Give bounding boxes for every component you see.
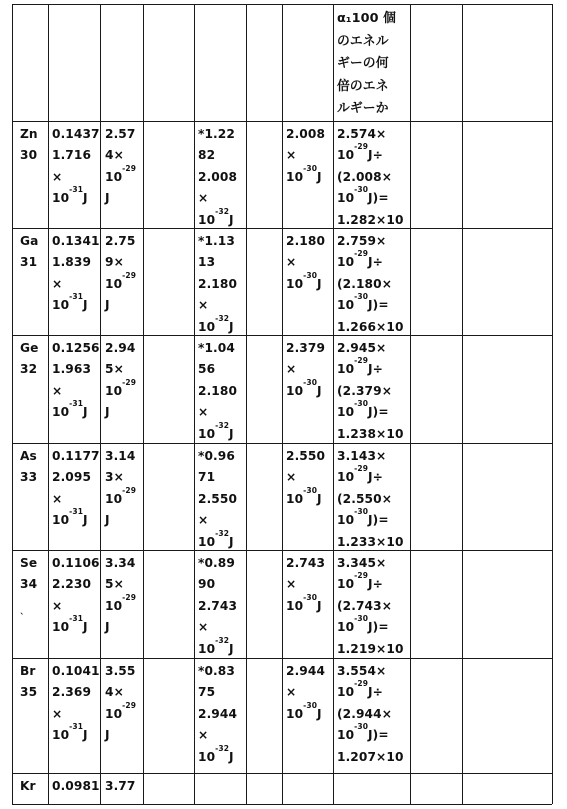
cell-line-c2: $10^{-31}J$ [52,614,88,635]
cell-line-c7: 1.282×10 [337,212,404,227]
row-rule-3 [12,335,552,336]
cell-line-c7: $10^{-29}J\div$ [337,679,383,700]
cell-line-c5: × [198,728,209,743]
cell-line-c2: $10^{-31}J$ [52,292,88,313]
cell-line-c3: 2.94 [105,341,136,355]
cell-line-c7: 2.574× [337,127,387,141]
column-rule-9 [462,4,463,804]
column-rule-1 [48,4,49,804]
cell-line-c7: $10^{-29}J\div$ [337,142,383,163]
cell-line-c6: × [286,685,297,700]
cell-line-c3: 3.34 [105,556,136,570]
stray-mark: ` [20,613,25,623]
row-rule-8 [12,804,552,805]
cell-line-c5: $10^{-32}J$ [198,206,234,227]
cell-line-c5: 90 [198,577,216,592]
cell-line-c2: 0.1041 [52,664,100,678]
cell-line-c5: 2.008 [198,169,238,184]
cell-line-c3: 3.55 [105,664,136,678]
cell-line-c5: $10^{-32}J$ [198,635,234,656]
header-line: ルギーか [337,101,389,116]
column-rule-2 [100,4,101,804]
cell-line-c6: $10^{-30}J$ [286,377,322,398]
cell-line-c3: 5× [105,362,124,377]
cell-line-c7: 1.266×10 [337,319,404,334]
cell-line-c3: 3× [105,470,124,485]
cell-line-c3: J [105,513,110,528]
column-rule-6 [282,4,283,804]
cell-line-c2: 1.716 [52,148,92,163]
cell-line-c5: 2.944 [198,706,238,721]
cell-line-c7: 1.233×10 [337,534,404,549]
cell-line-c5: 56 [198,362,216,377]
cell-line-c3: $10^{-29}$ [105,377,137,398]
cell-line-c7: $10^{-30}J)=$ [337,399,389,420]
row-rule-1 [12,121,552,122]
cell-line-c6: 2.550 [286,449,326,463]
cell-line-c5: × [198,513,209,528]
cell-line-c7: 1.238×10 [337,426,404,441]
cell-line-c5: 13 [198,255,216,270]
cell-line-c5: 2.743 [198,598,238,613]
cell-line-c6: × [286,470,297,485]
cell-line-c3: 2.75 [105,234,136,248]
cell-line-c2: 1.963 [52,362,92,377]
cell-line-c3: 3.14 [105,449,136,463]
column-rule-3 [143,4,144,804]
cell-line-c5: $10^{-32}J$ [198,528,234,549]
cell-line-c2: × [52,169,63,184]
cell-line-c3: $10^{-29}$ [105,700,137,721]
cell-line-c5: × [198,405,209,420]
cell-line-c2: 2.369 [52,685,92,700]
cell-line-c7: (2.008× [337,169,393,184]
cell-line-c7: (2.944× [337,706,393,721]
cell-line-c6: × [286,577,297,592]
cell-line-c2: $10^{-31}J$ [52,722,88,743]
cell-line-c2: 0.1437 [52,127,100,141]
cell-line-c7: 3.554× [337,664,387,678]
cell-line-c7: 1.219×10 [337,641,404,656]
cell-line-c7: $10^{-29}J\div$ [337,464,383,485]
element-cell-line: As [20,449,37,463]
cell-line-c5: 2.180 [198,383,238,398]
cell-line-c7: (2.550× [337,491,393,506]
cell-line-c3: J [105,620,110,635]
header-line: ギーの何 [337,56,389,71]
cell-line-c7: 3.345× [337,556,387,570]
cell-line-c6: × [286,255,297,270]
cell-line-c5: × [198,620,209,635]
cell-line-c6: $10^{-30}J$ [286,700,322,721]
cell-line-c5: $10^{-32}J$ [198,743,234,764]
cell-line-c2: × [52,598,63,613]
cell-line-c5: *0.96 [198,449,235,463]
cell-line-c7: 2.759× [337,234,387,248]
cell-line-c6: × [286,148,297,163]
row-rule-2 [12,228,552,229]
cell-line-c7: (2.379× [337,383,393,398]
column-rule-4 [194,4,195,804]
cell-line-c5: *0.83 [198,664,235,678]
cell-line-c2: × [52,706,63,721]
element-cell-line: Br [20,664,36,678]
cell-line-c2: 0.1256 [52,341,100,355]
cell-line-c2: × [52,491,63,506]
cell-line-c7: $10^{-30}J)=$ [337,722,389,743]
cell-line-c5: *1.04 [198,341,235,355]
element-cell-line: 35 [20,685,38,700]
cell-line-c3: J [105,728,110,743]
cell-line-c2: $10^{-31}J$ [52,185,88,206]
element-cell-line: 31 [20,255,38,270]
cell-line-c2: 0.1341 [52,234,100,248]
cell-line-c2: $10^{-31}J$ [52,399,88,420]
cell-line-c7: $10^{-30}J)=$ [337,614,389,635]
cell-line-c2: × [52,383,63,398]
column-rule-10 [552,4,553,804]
element-cell-line: Zn [20,127,38,141]
cell-line-c3: J [105,405,110,420]
cell-line-c3: $10^{-29}$ [105,270,137,291]
cell-line-c2: 0.1106 [52,556,100,570]
header-line: のエネル [337,33,389,49]
cell-line-c6: 2.180 [286,234,326,248]
row-rule-0 [12,4,552,5]
cell-line-c5: $10^{-32}J$ [198,313,234,334]
cell-line-c5: 2.550 [198,491,238,506]
cell-line-c3: $10^{-29}$ [105,592,137,613]
cell-line-c7: 3.143× [337,449,387,463]
cell-line-c7: 2.945× [337,341,387,355]
cell-line-c5: 75 [198,685,216,700]
cell-line-c5: *0.89 [198,556,235,570]
element-cell-line: 33 [20,470,38,485]
cell-line-c2: × [52,276,63,291]
element-cell-line: Kr [20,779,36,793]
cell-line-c3: $10^{-29}$ [105,485,137,506]
cell-line-c6: $10^{-30}J$ [286,163,322,184]
cell-line-c6: $10^{-30}J$ [286,485,322,506]
cell-line-c3: 2.57 [105,127,136,141]
cell-line-c6: 2.008 [286,127,326,141]
cell-line-c5: × [198,191,209,206]
cell-line-c3: 3.77 [105,779,136,793]
row-rule-5 [12,550,552,551]
cell-line-c2: $10^{-31}J$ [52,507,88,528]
cell-line-c6: 2.743 [286,556,326,570]
cell-line-c2: 1.839 [52,255,92,270]
element-cell-line: Se [20,556,38,570]
column-rule-7 [333,4,334,804]
row-rule-4 [12,443,552,444]
column-rule-8 [410,4,411,804]
cell-line-c7: (2.743× [337,598,393,613]
cell-line-c2: 2.230 [52,577,92,592]
cell-line-c7: $10^{-30}J)=$ [337,292,389,313]
cell-line-c3: 9× [105,255,124,270]
cell-line-c6: 2.944 [286,664,326,678]
header-line: α₁100 個 [337,11,397,26]
cell-line-c7: $10^{-30}J)=$ [337,185,389,206]
cell-line-c3: J [105,298,110,313]
cell-line-c2: 0.1177 [52,449,100,463]
cell-line-c6: $10^{-30}J$ [286,592,322,613]
cell-line-c2: 2.095 [52,470,92,485]
cell-line-c5: *1.13 [198,234,235,248]
cell-line-c3: J [105,191,110,206]
cell-line-c7: $10^{-30}J)=$ [337,507,389,528]
element-cell-line: 30 [20,148,38,163]
row-rule-6 [12,658,552,659]
element-cell-line: 34 [20,577,38,592]
element-cell-line: Ge [20,341,39,355]
cell-line-c6: × [286,362,297,377]
cell-line-c3: 5× [105,577,124,592]
cell-line-c2: 0.0981 [52,779,100,793]
cell-line-c7: 1.207×10 [337,749,404,764]
cell-line-c3: $10^{-29}$ [105,163,137,184]
element-cell-line: Ga [20,234,39,248]
cell-line-c7: $10^{-29}J\div$ [337,356,383,377]
cell-line-c7: $10^{-29}J\div$ [337,571,383,592]
element-cell-line: 32 [20,362,38,377]
cell-line-c5: 82 [198,148,216,163]
column-rule-5 [246,4,247,804]
cell-line-c5: 71 [198,470,216,485]
cell-line-c5: *1.22 [198,127,235,141]
cell-line-c3: 4× [105,148,124,163]
cell-line-c7: $10^{-29}J\div$ [337,249,383,270]
cell-line-c6: 2.379 [286,341,326,355]
column-rule-0 [12,4,13,804]
cell-line-c5: 2.180 [198,276,238,291]
cell-line-c5: $10^{-32}J$ [198,420,234,441]
cell-line-c5: × [198,298,209,313]
cell-line-c3: 4× [105,685,124,700]
cell-line-c7: (2.180× [337,276,393,291]
row-rule-7 [12,773,552,774]
header-line: 倍のエネ [337,78,389,94]
cell-line-c6: $10^{-30}J$ [286,270,322,291]
